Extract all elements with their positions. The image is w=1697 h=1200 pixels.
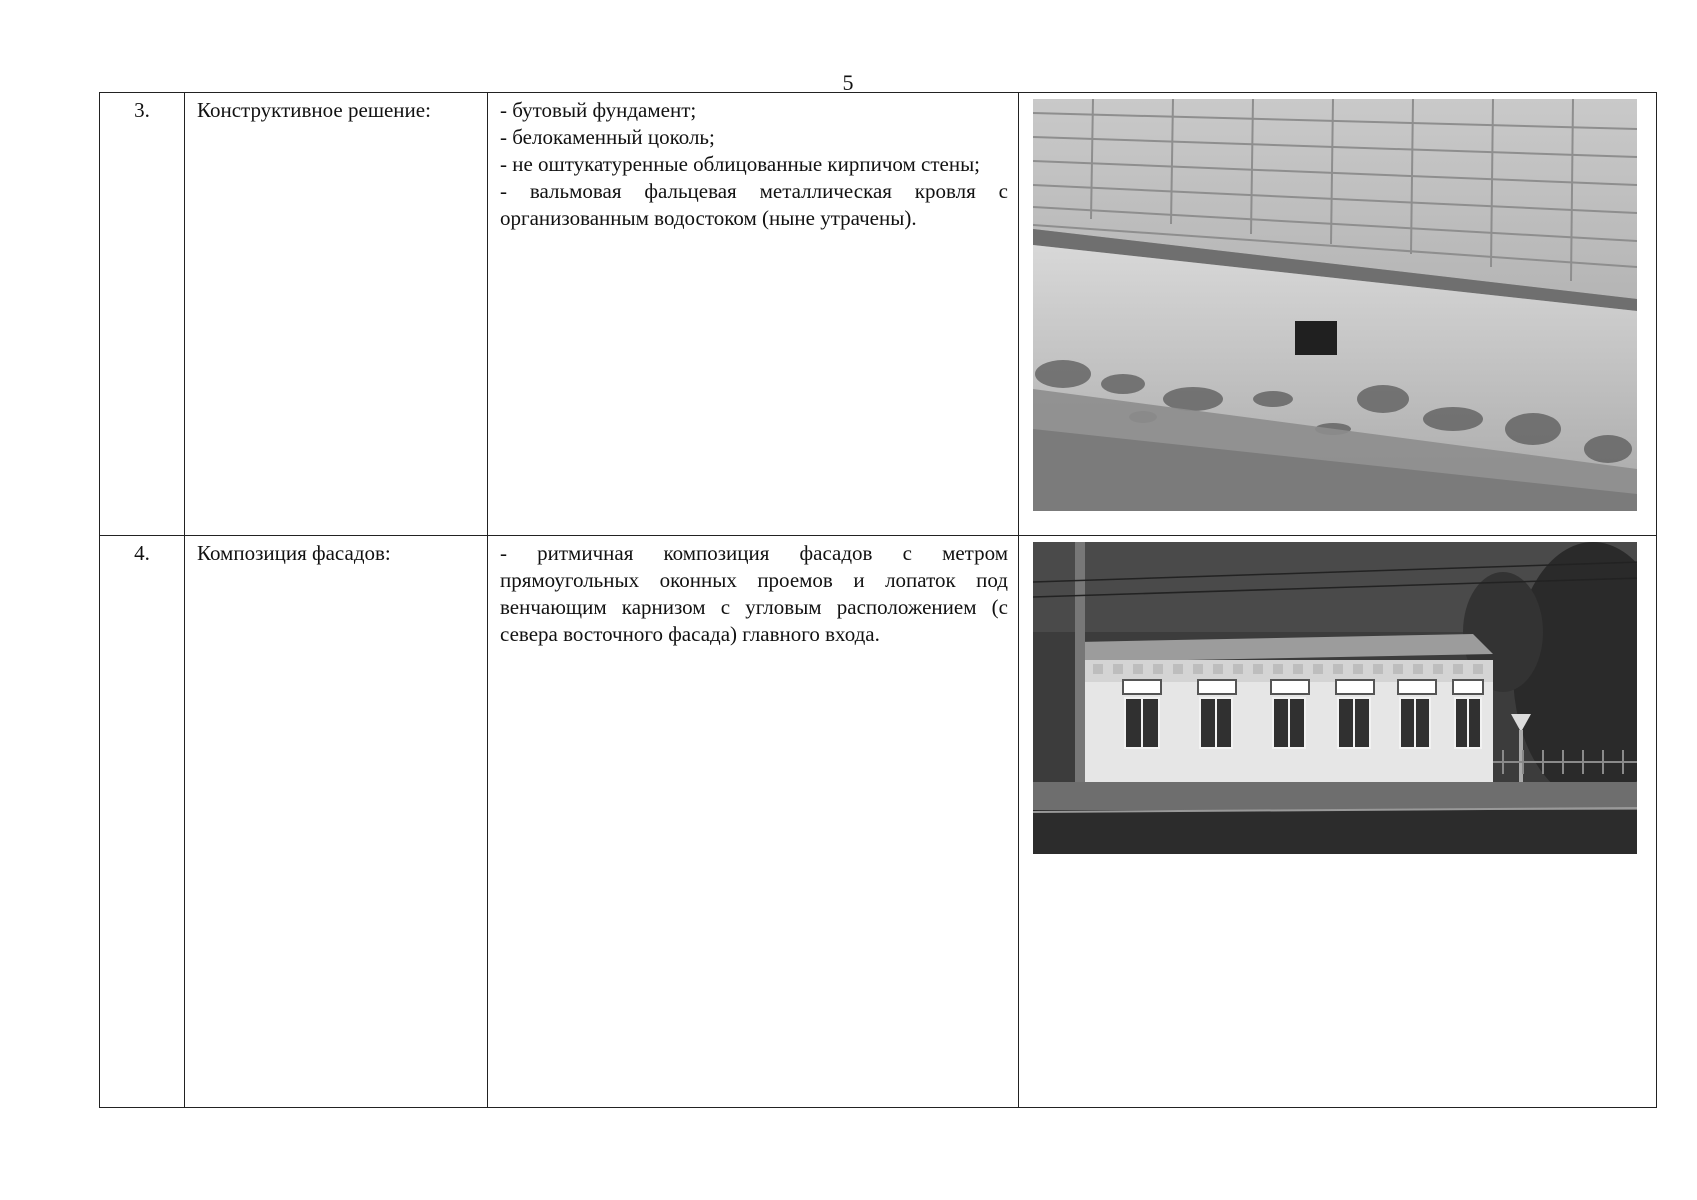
characteristics-table [99,92,1657,1108]
row-number-cell [100,93,185,536]
list-item: - ритмичная композиция фасадов с метром прямоугольных оконных проемов и лопаток под венчающим карнизом с угловым расположением (с севера восточного фасада) главного входа. [500,541,1008,646]
row-name-cell [185,93,488,536]
row-description-cell [488,93,1019,536]
foundation-photo [1033,99,1637,511]
list-item: - вальмовая фальцевая металлическая кровля с организованным водостоком (ныне утрачены). [500,179,1008,230]
description-list [488,536,1018,648]
row-number-cell [100,536,185,1108]
list-item: - белокаменный цоколь; [500,125,715,149]
page-number: 5 [842,70,854,95]
list-item: - не оштукатуренные облицованные кирпичом стены; [500,152,981,176]
facade-photo [1033,542,1637,854]
row-name: Композиция фасадов: [197,541,391,565]
row-photo-cell [1019,536,1657,1108]
list-item: - бутовый фундамент; [500,98,697,122]
row-name-cell [185,536,488,1108]
row-number: 3. [134,98,150,122]
row-number: 4. [134,541,150,565]
table-row [100,536,1657,1108]
description-list [488,93,1018,232]
facade-photo-image [1033,542,1637,854]
foundation-photo-image [1033,99,1637,511]
row-description-cell [488,536,1019,1108]
row-name: Конструктивное решение: [197,98,431,122]
table-row [100,93,1657,536]
row-photo-cell [1019,93,1657,536]
